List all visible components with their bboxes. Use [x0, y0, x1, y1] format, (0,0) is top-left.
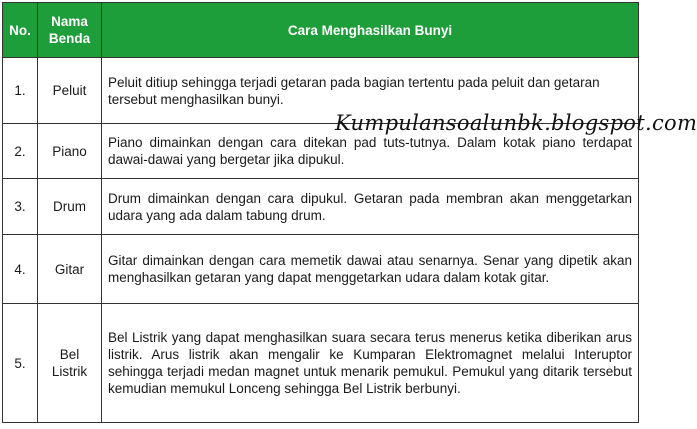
header-no: No.: [3, 3, 38, 58]
header-description: Cara Menghasilkan Bunyi: [102, 3, 639, 58]
row-number: 1.: [3, 58, 38, 124]
row-number: 4.: [3, 235, 38, 304]
header-name-line1: Nama: [51, 14, 88, 29]
table-row: [3, 235, 639, 304]
header-name: [38, 3, 102, 58]
description-line1: Peluit ditiup sehingga terjadi getaran pada bagian tertentu pada peluit dan getaran: [108, 74, 600, 90]
object-name: Drum: [38, 179, 102, 235]
object-description: Gitar dimainkan dengan cara memetik dawai atau senarnya. Senar yang dipetik akan menghasilkan getaran yang dapat menggetarkan udara dalam kotak gitar.: [102, 235, 639, 304]
object-name-line2: Listrik: [51, 364, 88, 379]
object-description: Piano dimainkan dengan cara ditekan pad tuts-tutnya. Dalam kotak piano terdapat dawai-dawai yang bergetar jika dipukul.: [102, 124, 639, 179]
row-number: 3.: [3, 179, 38, 235]
object-name: Piano: [38, 124, 102, 179]
object-name: Peluit: [38, 58, 102, 124]
table-header-row: [3, 3, 639, 58]
object-name: Gitar: [38, 235, 102, 304]
object-description: Drum dimainkan dengan cara dipukul. Getaran pada membran akan menggetarkan udara yang ada dalam tabung drum.: [102, 179, 639, 235]
table-row: [3, 179, 639, 235]
object-description: Bel Listrik yang dapat menghasilkan suara secara terus menerus ketika diberikan arus listrik. Arus listrik akan mengalir ke Kumparan Elektromagnet melalui Interuptor sehingga terjadi medan magnet untuk menarik pemukul. Pemukul yang ditarik tersebut kemudian memukul Lonceng sehingga Bel Listrik berbunyi.: [102, 304, 639, 423]
table-row: [3, 304, 639, 423]
sound-production-table: [2, 2, 639, 423]
header-name-line2: Benda: [48, 31, 91, 46]
watermark-text: Kumpulansoalunbk.blogspot.com: [335, 111, 697, 135]
object-name-line1: Bel: [59, 347, 80, 362]
object-name: [38, 304, 102, 423]
row-number: 5.: [3, 304, 38, 423]
row-number: 2.: [3, 124, 38, 179]
description-line2: tersebut menghasilkan bunyi.: [108, 91, 284, 107]
